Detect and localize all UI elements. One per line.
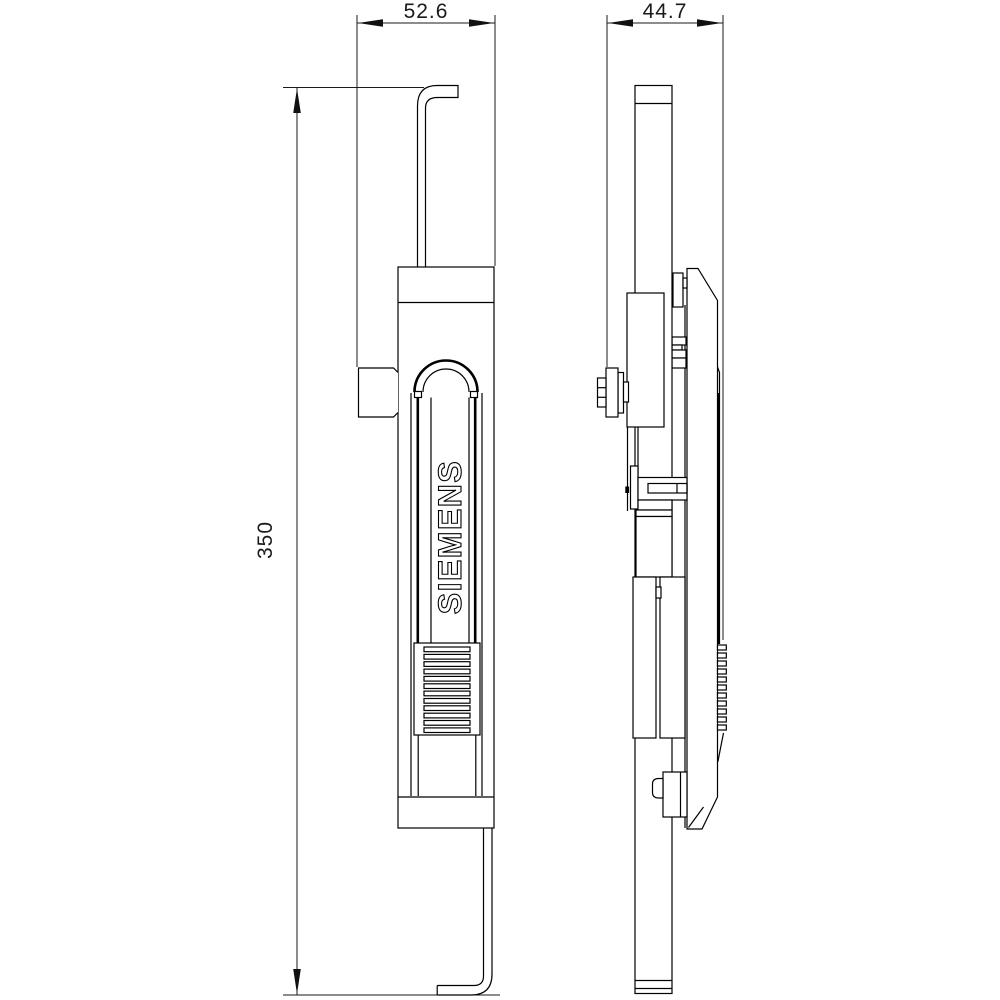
mounting-plate — [685, 269, 726, 830]
pin — [625, 487, 629, 494]
arrow-up-icon — [293, 89, 301, 114]
arrow-right-icon — [697, 19, 722, 27]
bottom-rod — [437, 828, 492, 995]
hook-rod — [418, 86, 459, 268]
side-view — [598, 0, 727, 994]
screw-assembly — [598, 368, 629, 417]
mount-block — [627, 293, 664, 427]
handle-body — [359, 267, 495, 828]
plate-fittings-top — [673, 273, 687, 307]
front-view — [254, 0, 500, 995]
brand-text: SIEMENS — [432, 459, 468, 615]
coupling-arm — [636, 478, 687, 517]
dim-front-width-label: 52.6 — [403, 0, 449, 23]
arrow-left-icon — [358, 19, 383, 27]
arrow-right-icon — [469, 19, 494, 27]
arrow-down-icon — [293, 969, 301, 994]
dim-side-width-label: 44.7 — [642, 0, 688, 23]
plate-fittings-mid — [672, 337, 686, 368]
dim-height-label: 350 — [254, 520, 277, 560]
arrow-left-icon — [608, 19, 633, 27]
side-knob — [359, 368, 399, 417]
